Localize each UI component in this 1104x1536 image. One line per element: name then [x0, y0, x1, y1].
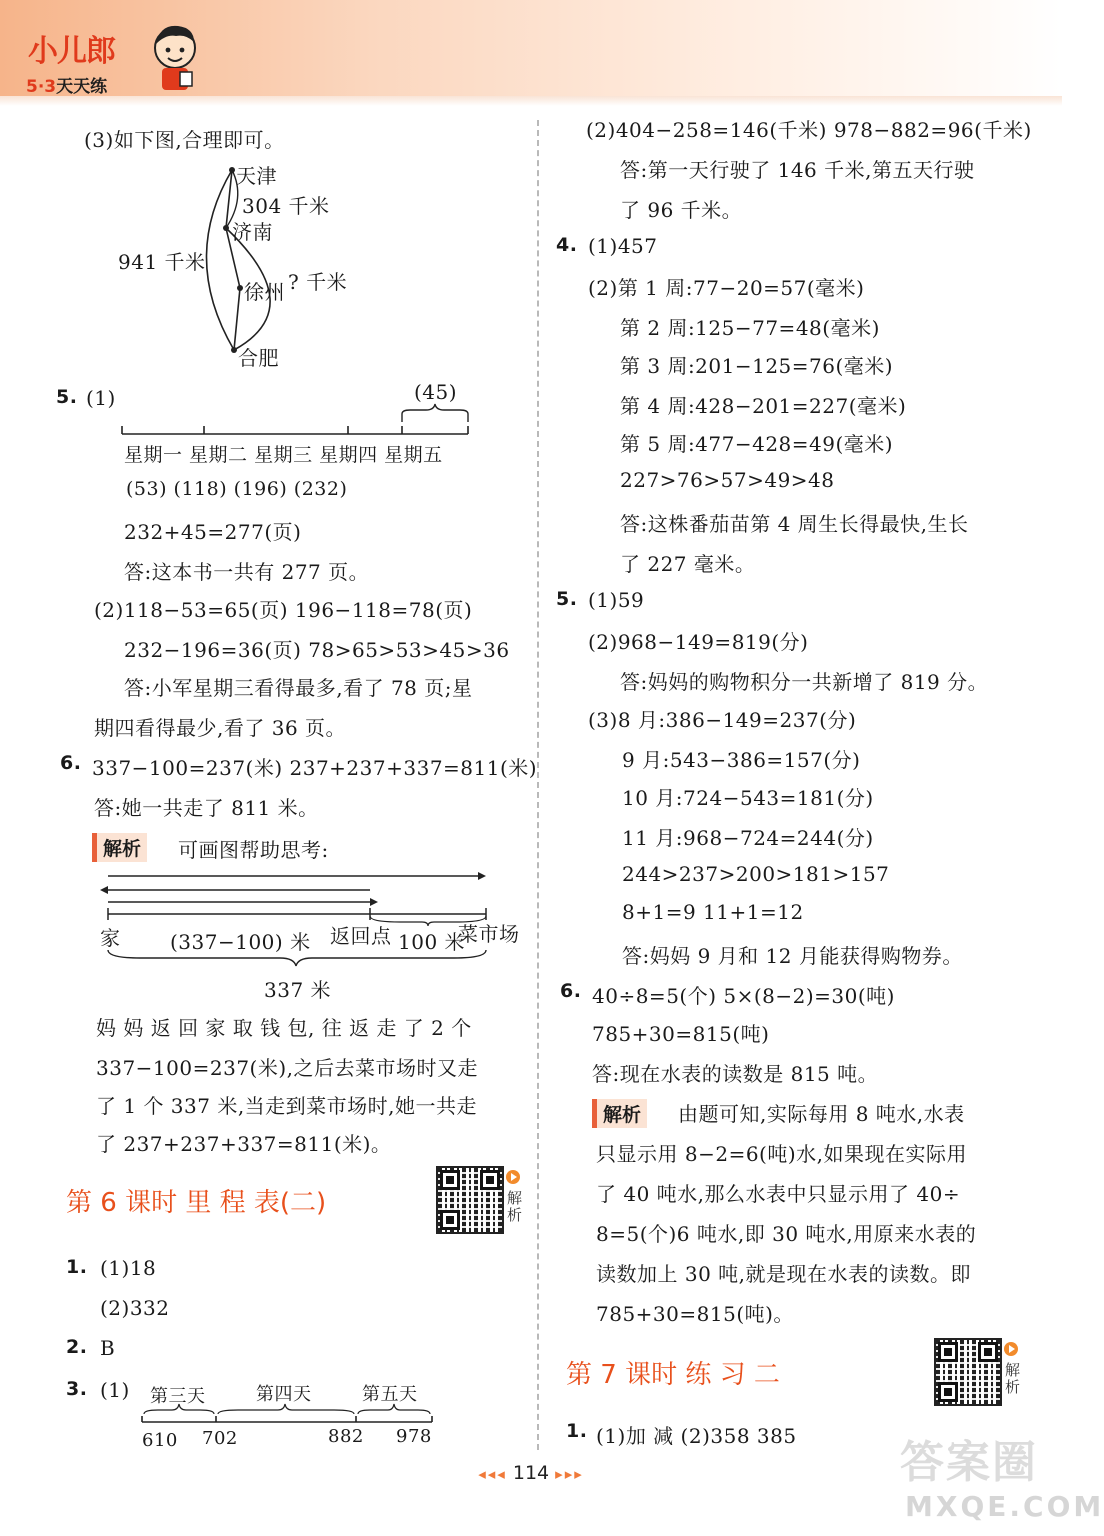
q6-answer: 答:她一共走了 811 米。	[94, 796, 319, 820]
l6-q1-part2: (2)332	[100, 1296, 170, 1320]
analysis-badge-left: 解析	[92, 833, 147, 862]
qr-code-lesson6[interactable]	[436, 1166, 504, 1234]
qr-code-lesson7[interactable]	[934, 1338, 1002, 1406]
q5-part2-line2: 232−196=36(页) 78>65>53>45>36	[124, 638, 510, 662]
days-line: 星期一 星期二 星期三 星期四 星期五	[124, 444, 443, 466]
stop-value-610: 610	[142, 1430, 178, 1451]
stop-value-702: 702	[202, 1428, 238, 1449]
column-divider	[537, 120, 539, 1450]
city-tianjin: 天津	[236, 164, 277, 188]
walk-turnpoint: 返回点	[330, 924, 392, 948]
walk-total: 337 米	[264, 978, 332, 1002]
explanation-line2: 337−100=237(米),之后去菜市场时又走	[96, 1056, 478, 1080]
analysis-badge-right: 解析	[592, 1099, 647, 1128]
series-name	[26, 72, 107, 97]
stop-value-978: 978	[396, 1426, 432, 1447]
lesson6-title: 第 6 课时 里 程 表(二)	[66, 1188, 327, 1218]
days-diagram	[120, 400, 480, 440]
header-fade	[0, 96, 1062, 106]
stop-label-day5: 第五天	[362, 1384, 418, 1405]
watermark-url: MXQE.COM	[905, 1490, 1104, 1523]
q5-answer: 答:这本书一共有 277 页。	[124, 560, 370, 584]
series-number: 5·3	[26, 77, 57, 97]
r-q5-part2: (2)968−149=819(分)	[588, 630, 809, 654]
walk-market: 菜市场	[458, 922, 520, 946]
walk-segment-1: (337−100) 米	[170, 930, 311, 954]
r-explanation-line4: 8=5(个)6 吨水,即 30 吨水,用原来水表的	[596, 1222, 977, 1246]
r-explanation-line6: 785+30=815(吨)。	[596, 1302, 794, 1326]
walk-diagram	[100, 864, 500, 974]
q5-part2-line4: 期四看得最少,看了 36 页。	[94, 716, 347, 740]
r-q4-week1: (2)第 1 周:77−20=57(毫米)	[588, 276, 865, 300]
l6-q3-number: 3.	[66, 1378, 88, 1400]
stop-value-882: 882	[328, 1426, 364, 1447]
l6-q1-part1: (1)18	[100, 1256, 157, 1280]
page-number: 114	[512, 1462, 550, 1484]
q5-calc: 232+45=277(页)	[124, 520, 302, 544]
lesson7-title: 第 7 课时 练 习 二	[566, 1360, 780, 1390]
r-q4-week3: 第 3 周:201−125=76(毫米)	[620, 354, 894, 378]
days-bracket-label: (45)	[414, 380, 458, 404]
q6-number: 6.	[60, 752, 82, 774]
l7-q1-number: 1.	[566, 1420, 588, 1442]
qr-label-lesson7: 解析	[1005, 1361, 1021, 1396]
city-dot	[231, 347, 237, 353]
l6-q2-answer: B	[100, 1336, 116, 1360]
r-q6-calc1: 40÷8=5(个) 5×(8−2)=30(吨)	[592, 984, 895, 1008]
city-dot	[223, 225, 229, 231]
play-icon[interactable]	[506, 1170, 520, 1184]
distance-304: 304 千米	[242, 194, 330, 218]
walk-segment-2: 100 米	[398, 930, 466, 954]
watermark-logo: 答案圈	[900, 1437, 1038, 1488]
r-q6-answer: 答:现在水表的读数是 815 吨。	[592, 1062, 879, 1086]
r-q5-calc: 8+1=9 11+1=12	[622, 900, 804, 924]
r-q5-month10: 10 月:724−543=181(分)	[622, 786, 874, 810]
q5-number: 5.	[56, 386, 78, 408]
route-line-xz-hf	[234, 288, 240, 350]
play-icon[interactable]	[1004, 1342, 1018, 1356]
city-xuzhou: 徐州	[244, 280, 285, 304]
city-dot	[229, 167, 235, 173]
r-q4-week2: 第 2 周:125−77=48(毫米)	[620, 316, 880, 340]
r-q5-month11: 11 月:968−724=244(分)	[622, 826, 874, 850]
r-q4-compare: 227>76>57>49>48	[620, 468, 835, 492]
r-q5-answer: 答:妈妈的购物积分一共新增了 819 分。	[620, 670, 989, 694]
r-q5-part1: (1)59	[588, 588, 645, 612]
qr-label-lesson6: 解析	[507, 1189, 523, 1224]
brand-logo: 小儿郎	[28, 34, 115, 69]
r-q4-week5: 第 5 周:477−428=49(毫米)	[620, 432, 894, 456]
q6-calc: 337−100=237(米) 237+237+337=811(米)	[92, 756, 538, 780]
l6-q2-number: 2.	[66, 1336, 88, 1358]
l6-q3-part1: (1)	[100, 1378, 130, 1402]
r-q5-part3: (3)8 月:386−149=237(分)	[588, 708, 857, 732]
explanation-line1: 妈 妈 返 回 家 取 钱 包, 往 返 走 了 2 个	[96, 1016, 472, 1040]
mascot-icon	[150, 22, 200, 94]
r-q5-month9: 9 月:543−386=157(分)	[622, 748, 861, 772]
r-explanation-line5: 读数加上 30 吨,就是现在水表的读数。即	[596, 1262, 972, 1286]
walk-home: 家	[100, 926, 121, 950]
q5-part2-line1: (2)118−53=65(页) 196−118=78(页)	[94, 598, 473, 622]
prev-arrows-icon: ◂◂◂	[478, 1465, 507, 1483]
r-q3-answer-line1: 答:第一天行驶了 146 千米,第五天行驶	[620, 158, 975, 182]
series-title: 天天练	[56, 77, 108, 97]
r-q6-calc2: 785+30=815(吨)	[592, 1022, 770, 1046]
r-q3-answer-line2: 了 96 千米。	[620, 198, 743, 222]
stop-label-day4: 第四天	[256, 1384, 312, 1405]
r-q3-part2: (2)404−258=146(千米) 978−882=96(千米)	[586, 118, 1032, 142]
r-q5-number: 5.	[556, 588, 578, 610]
next-arrows-icon: ▸▸▸	[555, 1465, 584, 1483]
l7-q1-answer: (1)加 减 (2)358 385	[596, 1424, 797, 1448]
analysis-lead: 可画图帮助思考:	[178, 838, 329, 862]
r-q4-week4: 第 4 周:428−201=227(毫米)	[620, 394, 907, 418]
q5-part1: (1)	[86, 386, 116, 410]
r-explanation-line2: 只显示用 8−2=6(吨)水,如果现在实际用	[596, 1142, 968, 1166]
city-dot	[237, 285, 243, 291]
r-q5-compare: 244>237>200>181>157	[622, 862, 890, 886]
r-explanation-line1: 由题可知,实际每用 8 吨水,水表	[678, 1102, 965, 1126]
l6-q1-number: 1.	[66, 1256, 88, 1278]
r-explanation-line3: 了 40 吨水,那么水表中只显示用了 40÷	[596, 1182, 961, 1206]
city-hefei: 合肥	[238, 346, 279, 370]
r-q4-number: 4.	[556, 234, 578, 256]
q5-part2-line3: 答:小军星期三看得最多,看了 78 页;星	[124, 676, 473, 700]
days-values: (53) (118) (196) (232)	[126, 478, 348, 500]
distance-unknown: ? 千米	[288, 270, 348, 294]
stop-label-day3: 第三天	[150, 1386, 206, 1407]
explanation-line4: 了 237+237+337=811(米)。	[96, 1132, 392, 1156]
explanation-line3: 了 1 个 337 米,当走到菜市场时,她一共走	[96, 1094, 478, 1118]
city-jinan: 济南	[232, 220, 273, 244]
distance-941: 941 千米	[118, 250, 206, 274]
r-q4-answer-line2: 了 227 毫米。	[620, 552, 756, 576]
r-q4-answer-line1: 答:这株番茄苗第 4 周生长得最快,生长	[620, 512, 969, 536]
r-q4-part1: (1)457	[588, 234, 658, 258]
r-q6-number: 6.	[560, 980, 582, 1002]
q4-part3: (3)如下图,合理即可。	[84, 128, 285, 152]
r-q5-final-answer: 答:妈妈 9 月和 12 月能获得购物券。	[622, 944, 963, 968]
